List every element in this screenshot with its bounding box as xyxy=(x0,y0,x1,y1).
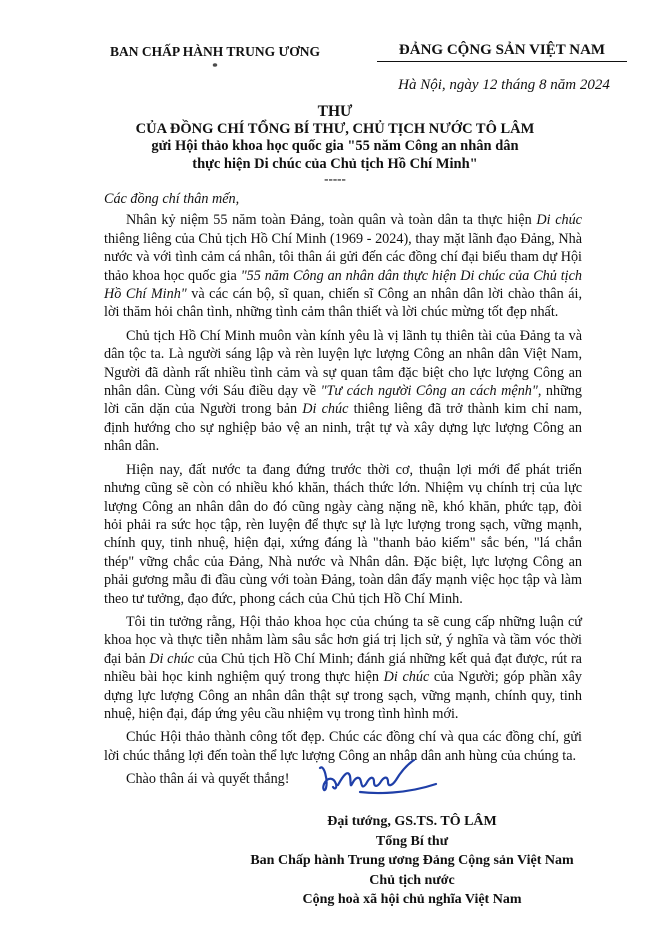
p2-emphasis-d: Di chúc xyxy=(302,401,349,418)
signer-title-4: Cộng hoà xã hội chủ nghĩa Việt Nam xyxy=(302,892,522,907)
p4-emphasis-b: Di chúc xyxy=(149,650,194,667)
signer-name: Đại tướng, GS.TS. TÔ LÂM xyxy=(327,814,497,829)
p1-text-a: Nhân kỷ niệm 55 năm toàn Đảng, toàn quân và toàn dân ta thực hiện xyxy=(126,212,537,229)
header-underline xyxy=(377,61,627,62)
letter-body xyxy=(104,190,582,794)
date-line: Hà Nội, ngày 12 tháng 8 năm 2024 xyxy=(398,77,610,93)
p2-text-e: thiêng liêng đã trở thành kim chỉ nam, định hướng cho sự nghiệp bảo vệ an ninh, trật tự và xây dựng lực lượng Công an nhân dân. xyxy=(104,401,582,455)
paragraph-4 xyxy=(104,613,582,723)
p1-emphasis-d: "55 năm Công an nhân dân thực hiện Di chúc của Chủ tịch Hồ Chí Minh" xyxy=(104,267,582,303)
header-left xyxy=(90,44,340,73)
paragraph-2 xyxy=(104,327,582,456)
p1-emphasis-b: Di chúc xyxy=(536,212,582,229)
p4-text-e: của Người; góp phần xây dựng lực lượng Công an nhân dân thật sự trong sạch, vững mạnh, chính quy, tinh nhuệ, hiện đại, đáp ứng yêu cầu nhiệm vụ trong tình hình mới. xyxy=(104,669,582,722)
party-name-label: ĐẢNG CỘNG SẢN VIỆT NAM xyxy=(398,42,606,58)
signer-title-1: Tổng Bí thư xyxy=(375,833,449,849)
letter-title xyxy=(100,103,570,185)
p2-text-a: Chủ tịch Hồ Chí Minh muôn vàn kính yêu là vị lãnh tụ thiên tài của Đảng ta và dân tộc ta. Là người sáng lập và rèn luyện lực lượng Công an nhân dân Việt Nam, Người đã dành rất nhiều tình cảm và sự quan tâm đặc biệt cho lực lượng Công an nhân dân. Cùng với Sáu điều dạy về xyxy=(104,327,582,400)
closing-salutation: Chào thân ái và quyết thắng! xyxy=(126,771,290,788)
greeting: Các đồng chí thân mến, xyxy=(104,191,240,207)
paragraph-3: Hiện nay, đất nước ta đang đứng trước thời cơ, thuận lợi mới để phát triển nhưng cũng sẽ còn có nhiều khó khăn, thách thức lớn. Nhiệm vụ chính trị của lực lượng Công an nhân dân do đó cũng ngày càng nặng nề, khó khăn, phức tạp, đòi hỏi phải ra sức học tập, rèn luyện để thực sự là lực lượng trong sạch, vững mạnh, chính quy, tinh nhuệ, hiện đại, xứng đáng là "thanh bảo kiếm" sắc bén, "lá chắn thép" vững chắc của Đảng, Nhà nước và Nhân dân. Đặc biệt, lực lượng Công an phải gương mẫu đi đầu cùng với toàn Đảng, toàn dân đẩy mạnh việc học tập và làm theo tư tưởng, đạo đức, phong cách của Chủ tịch Hồ Chí Minh. xyxy=(104,461,582,607)
signer-title-3: Chủ tịch nước xyxy=(369,872,455,888)
p1-text-e: và các cán bộ, sĩ quan, chiến sĩ Công an nhân dân lời chào thân ái, lời thăm hỏi chân tình, những tình cảm thân thiết và lời chúc mừng tốt đẹp nhất. xyxy=(104,286,582,321)
paragraph-1 xyxy=(104,211,582,321)
p4-text-a: Tôi tin tưởng rằng, Hội thảo khoa học của chúng ta sẽ cung cấp những luận cứ khoa học và thực tiễn nhằm làm sâu sắc hơn giá trị lịch sử, ý nghĩa và tầm vóc thời đại bản xyxy=(104,613,582,667)
signature-stroke xyxy=(320,760,436,793)
header-right xyxy=(362,42,642,62)
signer-block xyxy=(222,812,602,910)
central-committee-label: BAN CHẤP HÀNH TRUNG ƯƠNG xyxy=(109,44,320,59)
title-separator: ----- xyxy=(324,171,346,186)
title-line-1: THƯ xyxy=(317,103,353,120)
p4-emphasis-d: Di chúc xyxy=(383,669,430,686)
title-line-4: thực hiện Di chúc của Chủ tịch Hồ Chí Minh" xyxy=(192,155,478,172)
p2-emphasis-b: "Tư cách người Công an cách mệnh" xyxy=(320,383,538,400)
signer-title-2: Ban Chấp hành Trung ương Đảng Cộng sản Việt Nam xyxy=(250,853,574,868)
handwritten-signature xyxy=(316,754,446,800)
p2-text-c: , những lời căn dặn của Người trong bản xyxy=(104,383,582,418)
header-star: * xyxy=(212,61,218,73)
p4-text-c: của Chủ tịch Hồ Chí Minh; đánh giá những kết quả đạt được, rút ra nhiều bài học kinh nghiệm quý trong thực hiện xyxy=(104,650,582,686)
p1-text-c: thiêng liêng của Chủ tịch Hồ Chí Minh (1969 - 2024), thay mặt lãnh đạo Đảng, Nhà nước và với tình cảm cá nhân, tôi thân ái gửi đến các đồng chí đại biểu tham dự Hội thảo khoa học quốc gia xyxy=(104,230,582,284)
paragraph-5: Chúc Hội thảo thành công tốt đẹp. Chúc các đồng chí và qua các đồng chí, gửi lời chúc thắng lợi đến toàn thể lực lượng Công an nhân dân anh hùng của chúng ta. xyxy=(104,729,582,764)
title-line-3: gửi Hội thảo khoa học quốc gia "55 năm Công an nhân dân xyxy=(151,138,519,154)
title-line-2: CỦA ĐỒNG CHÍ TỔNG BÍ THƯ, CHỦ TỊCH NƯỚC TÔ LÂM xyxy=(135,120,535,137)
